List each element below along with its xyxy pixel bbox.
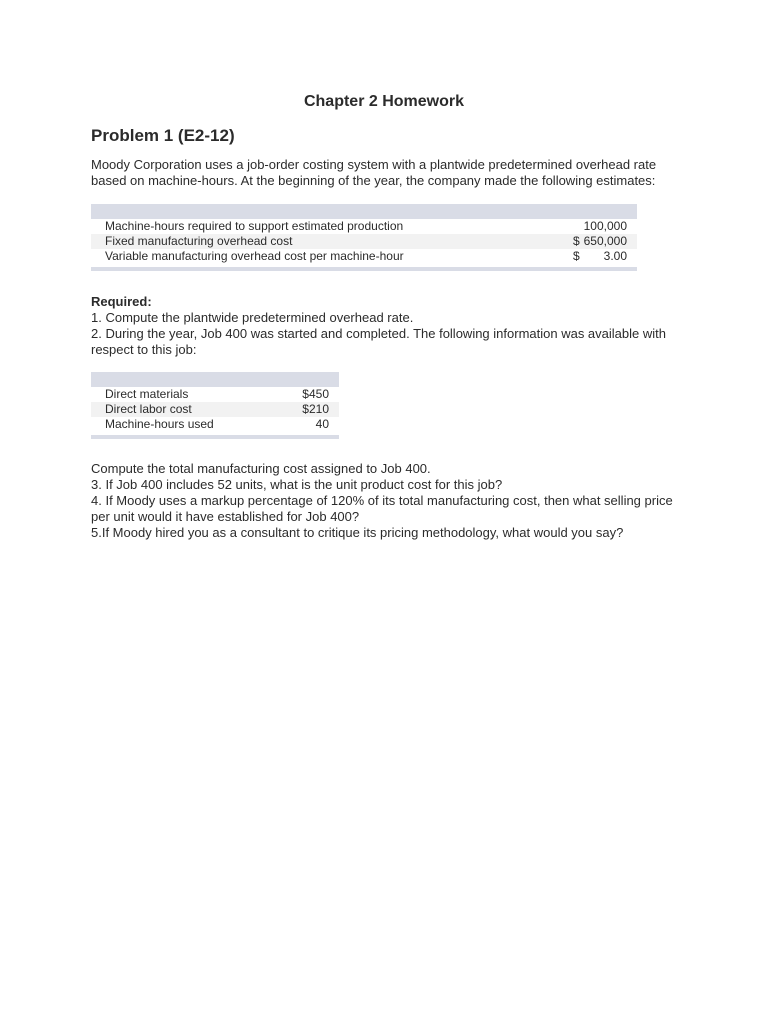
intro-paragraph: Moody Corporation uses a job-order costing system with a plantwide predetermined overhead rate based on machine-hours. At the beginning of the year, the company made the following estimates:	[91, 157, 657, 188]
question-item: 4. If Moody uses a markup percentage of 120% of its total manufacturing cost, then what selling price per unit would it have established for Job 400?	[91, 493, 673, 524]
job-table	[91, 372, 339, 439]
problem-heading: Problem 1 (E2-12)	[91, 126, 235, 145]
table-row	[91, 249, 637, 264]
row-label: Variable manufacturing overhead cost per machine-hour	[105, 249, 404, 263]
required-item: 2. During the year, Job 400 was started and completed. The following information was available with respect to this job:	[91, 326, 666, 357]
table-footer-bar	[91, 435, 339, 439]
row-value: $450	[302, 387, 329, 401]
table-header-bar	[91, 204, 637, 219]
question-item: Compute the total manufacturing cost assigned to Job 400.	[91, 461, 431, 476]
question-item: 3. If Job 400 includes 52 units, what is the unit product cost for this job?	[91, 477, 503, 492]
row-label: Machine-hours used	[105, 417, 214, 431]
row-value: 100,000	[583, 219, 627, 233]
row-currency: $	[573, 234, 580, 248]
page-title: Chapter 2 Homework	[303, 93, 465, 110]
row-value: 3.00	[603, 249, 627, 263]
table-row	[91, 234, 637, 249]
question-item: 5.If Moody hired you as a consultant to critique its pricing methodology, what would you say?	[91, 525, 624, 540]
row-label: Direct materials	[105, 387, 189, 401]
table-row	[91, 219, 637, 234]
row-value: 40	[315, 417, 329, 431]
table-footer-bar	[91, 267, 637, 271]
row-label: Machine-hours required to support estimated production	[105, 219, 404, 233]
row-currency: $	[573, 249, 580, 263]
row-value: 650,000	[583, 234, 627, 248]
questions-block	[91, 461, 691, 541]
row-label: Fixed manufacturing overhead cost	[105, 234, 293, 248]
required-label: Required:	[91, 294, 152, 309]
table-row	[91, 417, 339, 432]
table-row	[91, 387, 339, 402]
required-item: 1. Compute the plantwide predetermined overhead rate.	[91, 310, 414, 325]
estimates-table	[91, 204, 637, 271]
table-header-bar	[91, 372, 339, 387]
required-block	[91, 294, 691, 358]
table-row	[91, 402, 339, 417]
row-value: $210	[302, 402, 329, 416]
row-label: Direct labor cost	[105, 402, 192, 416]
